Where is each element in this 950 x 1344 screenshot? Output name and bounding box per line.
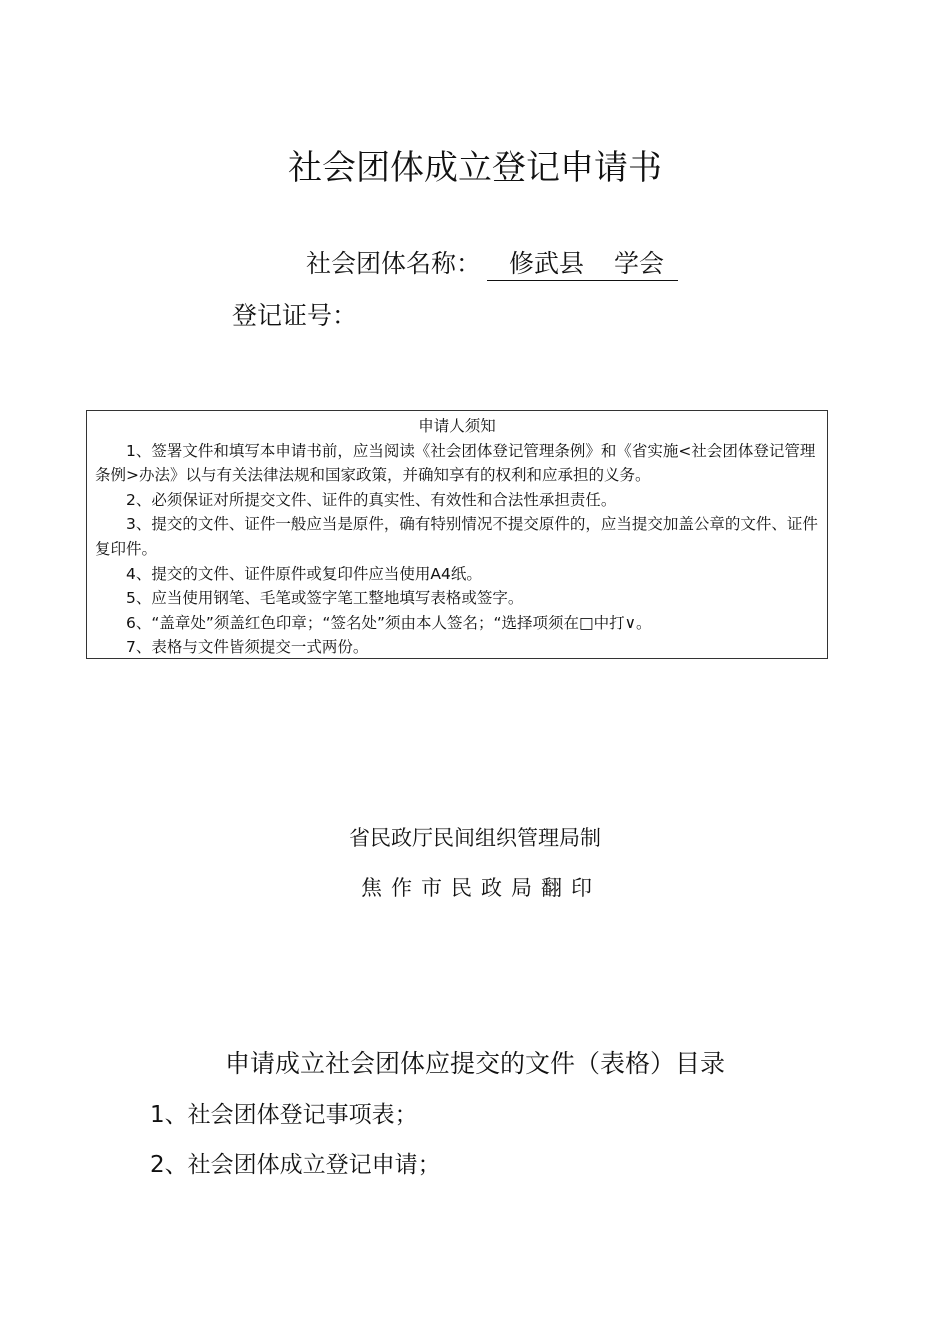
org-name-label: 社会团体名称：: [306, 249, 482, 278]
org-name-part1: 修武县: [509, 249, 585, 278]
org-name-row: [306, 244, 678, 281]
notice-item-3: 3、提交的文件、证件一般应当是原件，确有特别情况不提交原件的，应当提交加盖公章的文件、证件复印件。: [95, 515, 818, 558]
reprint-text: 焦作市民政局翻印: [361, 876, 601, 900]
maker-text: 省民政厅民间组织管理局制: [349, 826, 601, 850]
page-title: 社会团体成立登记申请书: [288, 148, 662, 188]
org-name-part2: 学会: [614, 249, 665, 278]
notice-item-5: 5、应当使用钢笔、毛笔或签字笔工整地填写表格或签字。: [126, 589, 524, 608]
file-list-item-1: 1、社会团体登记事项表；: [150, 1102, 418, 1128]
cert-number-label: 登记证号：: [232, 301, 358, 330]
notice-item-4: 4、提交的文件、证件原件或复印件应当使用A4纸。: [126, 564, 482, 583]
notice-title: 申请人须知: [418, 417, 496, 435]
file-list-title: 申请成立社会团体应提交的文件（表格）目录: [224, 1049, 725, 1078]
org-name-field: [487, 244, 678, 281]
notice-item-6: 6、“盖章处”须盖红色印章；“签名处”须由本人签名；“选择项须在□中打∨。: [126, 613, 652, 632]
notice-item-2: 2、必须保证对所提交文件、证件的真实性、有效性和合法性承担责任。: [126, 490, 617, 509]
notice-item-7: 7、表格与文件皆须提交一式两份。: [126, 638, 369, 657]
notice-item-1: 1、签署文件和填写本申请书前，应当阅读《社会团体登记管理条例》和《省实施<社会团体登记管理条例>办法》以与有关法律法规和国家政策，并确知享有的权利和应承担的义务。: [95, 441, 816, 485]
file-list-item-2: 2、社会团体成立登记申请；: [150, 1152, 441, 1178]
applicant-notice-box: [86, 410, 828, 659]
